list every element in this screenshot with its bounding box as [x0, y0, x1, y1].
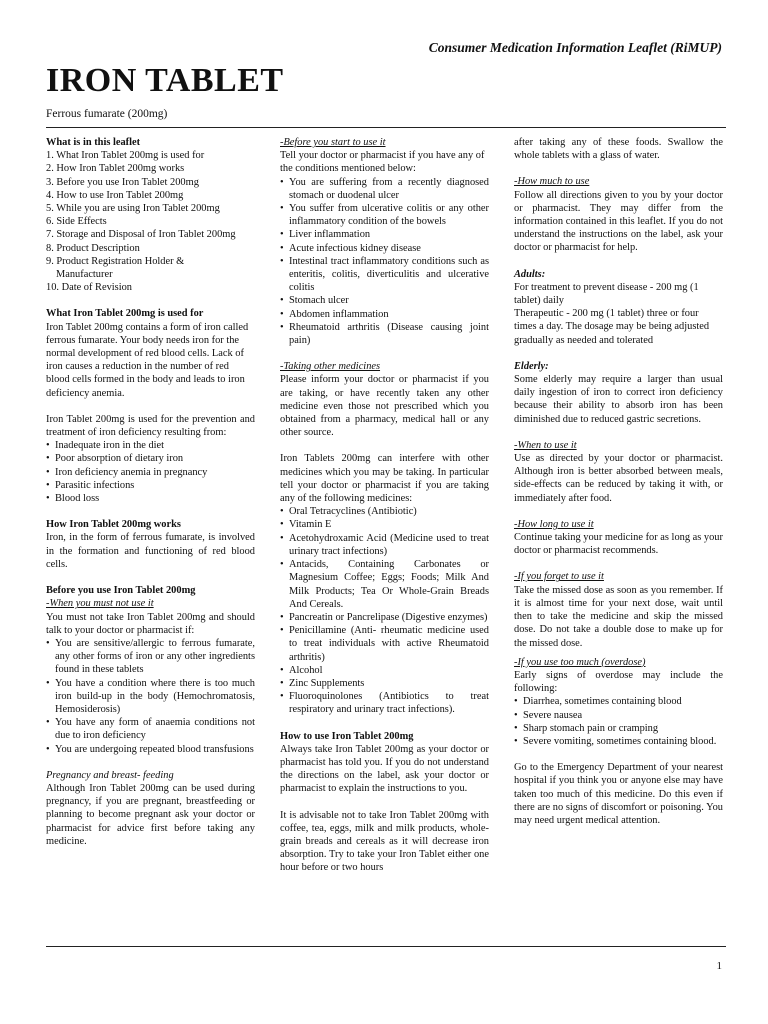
continued-paragraph: after taking any of these foods. Swallow the whole tablets with a glass of water.: [514, 137, 723, 162]
toc-heading: What is in this leaflet: [46, 137, 141, 148]
other-medicines-paragraph: Please inform your doctor or pharmacist if you are taking, or have recently taken any other medicine even those not prescribed which you obtained from a pharmacy, medical hall or any other source.: [280, 374, 489, 439]
toc-item: 7. Storage and Disposal of Iron Tablet 200mg: [46, 229, 236, 241]
adults-heading: Adults:: [514, 268, 546, 280]
toc-item: 9. Product Registration Holder &: [46, 255, 185, 267]
list-item: • You are suffering from a recently diagnosed stomach or duodenal ulcer: [280, 176, 489, 202]
list-item: • Penicillamine (Anti- rheumatic medicine used to treat individuals with active Rheumatoid arthritis): [280, 624, 489, 664]
list-item: • Liver inflammation: [280, 228, 489, 241]
page-subtitle: Ferrous fumarate (200mg): [46, 108, 168, 120]
list-item: • Rheumatoid arthritis (Disease causing joint pain): [280, 321, 489, 347]
overdose-list: [514, 695, 723, 748]
list-item: • You suffer from ulcerative colitis or any other inflammatory condition of the bowels: [280, 202, 489, 228]
how-long-paragraph: Continue taking your medicine for as long as your doctor or pharmacist recommends.: [514, 532, 723, 557]
elderly-paragraph: Some elderly may require a larger than usual daily ingestion of iron to correct iron deficiency because their ability to absorb iron has been diminished due to reduced gastric secretions.: [514, 374, 723, 425]
list-item: • You are undergoing repeated blood transfusions: [46, 743, 255, 756]
toc-item: 8. Product Description: [46, 242, 140, 254]
how-much-subheading: -How much to use: [514, 176, 590, 188]
list-item: • Severe nausea: [514, 709, 723, 722]
other-medicines-paragraph-2: Iron Tablets 200mg can interfere with other medicines which you may be taking. In particular tell your doctor or pharmacist if you are taking any of the following medicines:: [280, 453, 489, 505]
list-item: • Inadequate iron in the diet: [46, 439, 255, 452]
used-for-paragraph-2: Iron Tablet 200mg is used for the prevention and treatment of iron deficiency resulting from:: [46, 413, 255, 439]
when-paragraph: Use as directed by your doctor or pharmacist. Although iron is better absorbed between meals, side-effects can be reduced by taking it with, or immediately after food.: [514, 453, 723, 504]
list-item: • Vitamin E: [280, 518, 489, 531]
column-1: [46, 136, 255, 848]
conditions-list: [280, 176, 489, 348]
toc-item: 10. Date of Revision: [46, 282, 132, 294]
column-2: [280, 136, 489, 875]
toc-list: [46, 149, 255, 294]
other-medicines-subheading: -Taking other medicines: [280, 361, 381, 373]
overdose-subheading: -If you use too much (overdose): [514, 656, 646, 668]
toc-item: 3. Before you use Iron Tablet 200mg: [46, 176, 199, 188]
toc-item-continued: Manufacturer: [56, 269, 113, 281]
list-item: • Poor absorption of dietary iron: [46, 452, 255, 465]
top-divider: [46, 127, 726, 128]
list-item: • Zinc Supplements: [280, 677, 489, 690]
list-item: • Oral Tetracyclines (Antibiotic): [280, 505, 489, 518]
medicines-list: [280, 505, 489, 716]
must-not-subheading: -When you must not use it: [46, 598, 154, 610]
list-item: • Parasitic infections: [46, 479, 255, 492]
pregnancy-subheading: Pregnancy and breast- feeding: [46, 769, 174, 781]
used-for-heading: What Iron Tablet 200mg is used for: [46, 308, 204, 320]
list-item: • Acute infectious kidney disease: [280, 242, 489, 255]
list-item: • Intestinal tract inflammatory conditions such as enteritis, colitis, diverticulitis and ulcerative colitis: [280, 255, 489, 295]
how-to-use-paragraph: Always take Iron Tablet 200mg as your doctor or pharmacist has told you. If you do not understand the directions on the label, ask your doctor or pharmacist to explain the instructions to you.: [280, 743, 489, 795]
page-number: 1: [716, 960, 722, 972]
list-item: • You have a condition where there is too much iron build-up in the body (Hemochromatosis, Hemosiderosis): [46, 677, 255, 717]
before-start-subheading: -Before you start to use it: [280, 137, 386, 148]
toc-item: 6. Side Effects: [46, 216, 107, 228]
pregnancy-paragraph: Although Iron Tablet 200mg can be used during pregnancy, if you are pregnant, breastfeeding or planning to become pregnant ask your doctor or pharmacist for advice first before taking any medicine.: [46, 782, 255, 847]
before-use-heading: Before you use Iron Tablet 200mg: [46, 585, 196, 597]
toc-item: 1. What Iron Tablet 200mg is used for: [46, 150, 205, 162]
forget-paragraph: Take the missed dose as soon as you remember. If it is almost time for your next dose, wait until then to take the medicine and skip the missed dose. Do not take a double dose to make up for the missed dose.: [514, 584, 723, 649]
list-item: • Pancreatin or Pancrelipase (Digestive enzymes): [280, 611, 489, 624]
adults-dose-prevention: For treatment to prevent disease - 200 mg (1 tablet) daily: [514, 281, 699, 307]
adults-dose-therapeutic: Therapeutic - 200 mg (1 tablet) three or four times a day. The dosage may be being adjusted gradually as needed and tolerated: [514, 308, 710, 346]
toc-item: 4. How to use Iron Tablet 200mg: [46, 189, 184, 201]
list-item: • You have any form of anaemia conditions not due to iron deficiency: [46, 716, 255, 742]
toc-item: [46, 268, 255, 281]
list-item: • Stomach ulcer: [280, 294, 489, 307]
toc-item: 2. How Iron Tablet 200mg works: [46, 163, 185, 175]
emergency-paragraph: Go to the Emergency Department of your nearest hospital if you think you or anyone else may have taken too much of this medicine. Do this even if there are no signs of discomfort or poisoning. You may need urgent medical attention.: [514, 762, 723, 826]
list-item: • Sharp stomach pain or cramping: [514, 722, 723, 735]
column-3: [514, 136, 723, 827]
must-not-paragraph: You must not take Iron Tablet 200mg and should talk to your doctor or pharmacist if:: [46, 611, 255, 636]
list-item: • Diarrhea, sometimes containing blood: [514, 695, 723, 708]
used-for-list: [46, 439, 255, 505]
toc-item: 5. While you are using Iron Tablet 200mg: [46, 203, 220, 215]
page-title: IRON TABLET: [46, 62, 284, 99]
when-subheading: -When to use it: [514, 439, 577, 451]
works-paragraph: Iron, in the form of ferrous fumarate, is involved in the formation and functioning of red blood cells.: [46, 532, 255, 570]
list-item: • Severe vomiting, sometimes containing blood.: [514, 735, 723, 748]
how-long-subheading: -How long to use it: [514, 518, 594, 530]
elderly-heading: Elderly:: [514, 360, 549, 372]
list-item: • You are sensitive/allergic to ferrous fumarate, any other forms of iron or any other ingredients found in these tablets: [46, 637, 255, 677]
list-item: • Blood loss: [46, 492, 255, 505]
used-for-paragraph: Iron Tablet 200mg contains a form of iron called ferrous fumarate. Your body needs iron for the normal development of red blood cells. Lack of iron causes a reduction in the number of red blood cells formed in the body and leads to iron deficiency anemia.: [46, 321, 249, 399]
list-item: • Alcohol: [280, 664, 489, 677]
list-item: • Abdomen inflammation: [280, 308, 489, 321]
list-item: • Antacids, Containing Carbonates or Magnesium Coffee; Eggs; Foods; Milk And Milk Products; Tea Or Whole-Grain Breads And Cereals.: [280, 558, 489, 611]
forget-subheading: -If you forget to use it: [514, 571, 604, 583]
list-item: • Acetohydroxamic Acid (Medicine used to treat urinary tract infections): [280, 532, 489, 558]
how-much-paragraph: Follow all directions given to you by your doctor or pharmacist. They may differ from the information contained in this leaflet. If you do not understand the instructions on the label, ask your doctor or pharmacist for help.: [514, 189, 723, 254]
list-item: • Fluoroquinolones (Antibiotics to treat respiratory and urinary tract infections).: [280, 690, 489, 716]
list-item: • Iron deficiency anemia in pregnancy: [46, 466, 255, 479]
overdose-paragraph: Early signs of overdose may include the following:: [514, 669, 723, 695]
works-heading: How Iron Tablet 200mg works: [46, 519, 181, 531]
how-to-use-paragraph-2: It is advisable not to take Iron Tablet 200mg with coffee, tea, eggs, milk and milk products, whole-grain breads and cereals as it will decrease iron absorption. Try to take your Iron Tablet either one hour before or two hours: [280, 809, 489, 874]
bottom-divider: [46, 946, 726, 947]
how-to-use-heading: How to use Iron Tablet 200mg: [280, 730, 414, 742]
leaflet-label: Consumer Medication Information Leaflet (RiMUP): [428, 40, 722, 55]
must-not-list: [46, 637, 255, 756]
before-start-paragraph: Tell your doctor or pharmacist if you have any of the conditions mentioned below:: [280, 150, 485, 175]
